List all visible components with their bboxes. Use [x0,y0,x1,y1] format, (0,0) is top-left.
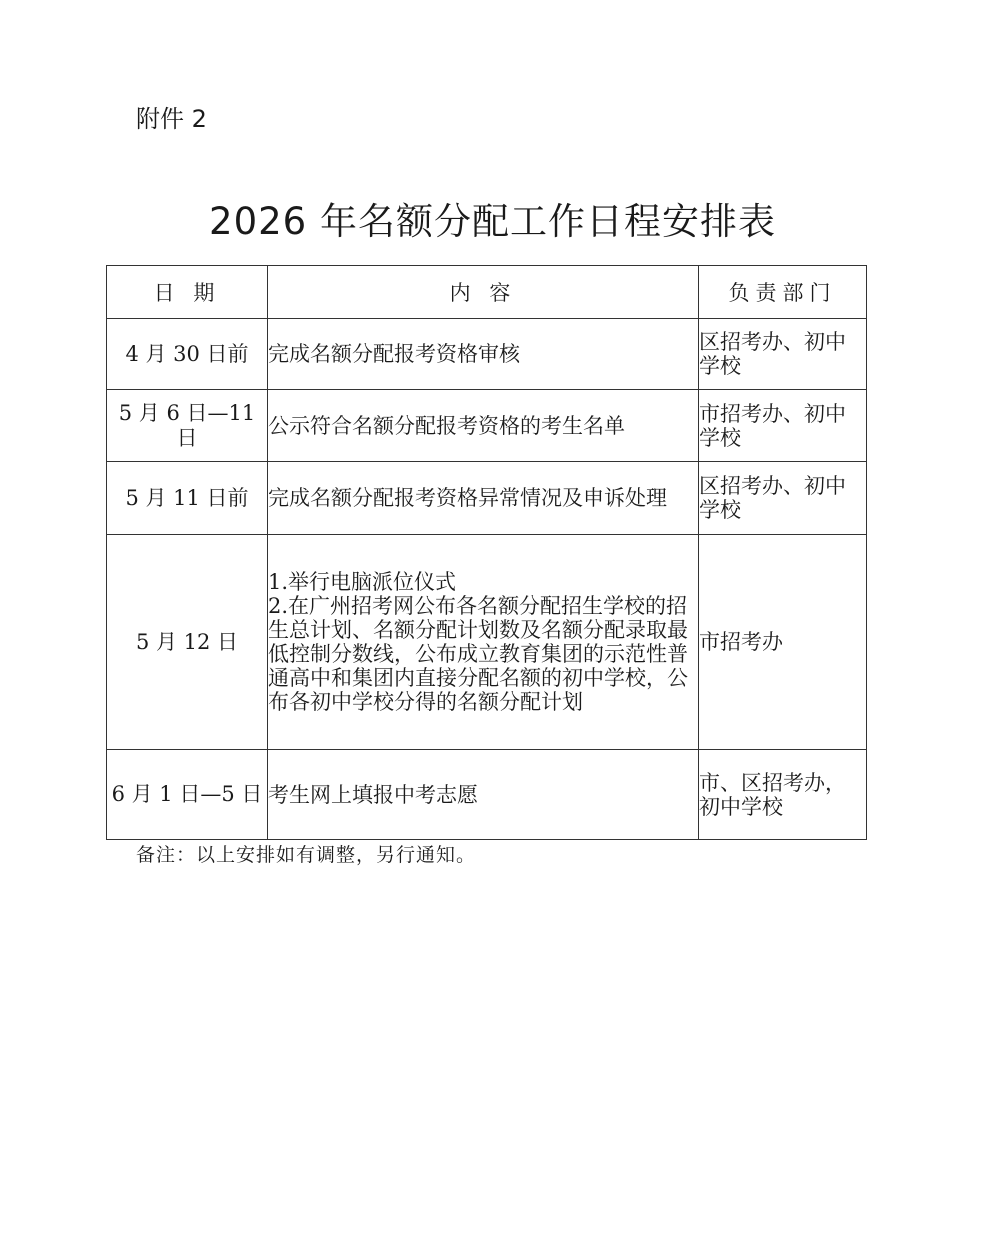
row-content [268,319,699,390]
row-content [268,462,699,535]
header-content: 内 容 [268,266,699,319]
row-date: 6 月 1 日—5 日 [107,750,268,840]
row-date: 5 月 12 日 [107,535,268,750]
content-line: 2.在广州招考网公布各名额分配招生学校的招生总计划、名额分配计划数及名额分配录取最低控制分数线，公布成立教育集团的示范性普通高中和集团内直接分配名额的初中学校，公布各初中学校分得的名额分配计划 [268,594,688,714]
content-line: 1.举行电脑派位仪式 [268,570,457,594]
table-row [107,535,867,750]
header-date: 日 期 [107,266,268,319]
row-dept: 市招考办、初中学校 [699,390,867,462]
row-content [268,535,699,750]
remark-note: 备注：以上安排如有调整，另行通知。 [136,844,477,866]
content-line: 完成名额分配报考资格异常情况及申诉处理 [268,486,667,510]
row-content [268,750,699,840]
document-title: 2026 年名额分配工作日程安排表 [209,200,776,243]
row-date: 5 月 6 日—11 日 [107,390,268,462]
table-row [107,390,867,462]
schedule-table [106,265,867,840]
row-date: 5 月 11 日前 [107,462,268,535]
content-line: 考生网上填报中考志愿 [268,782,478,807]
header-dept: 负责部门 [699,266,867,319]
table-row [107,462,867,535]
table-header-row [107,266,867,319]
content-line: 公示符合名额分配报考资格的考生名单 [268,413,625,438]
table-row [107,750,867,840]
row-dept: 市、区招考办，初中学校 [699,750,867,840]
content-line: 完成名额分配报考资格审核 [268,342,520,366]
row-dept: 市招考办 [699,535,867,750]
row-date: 4 月 30 日前 [107,319,268,390]
row-content [268,390,699,462]
attachment-label: 附件 2 [136,105,207,133]
table-row [107,319,867,390]
row-dept: 区招考办、初中学校 [699,319,867,390]
row-dept: 区招考办、初中学校 [699,462,867,535]
